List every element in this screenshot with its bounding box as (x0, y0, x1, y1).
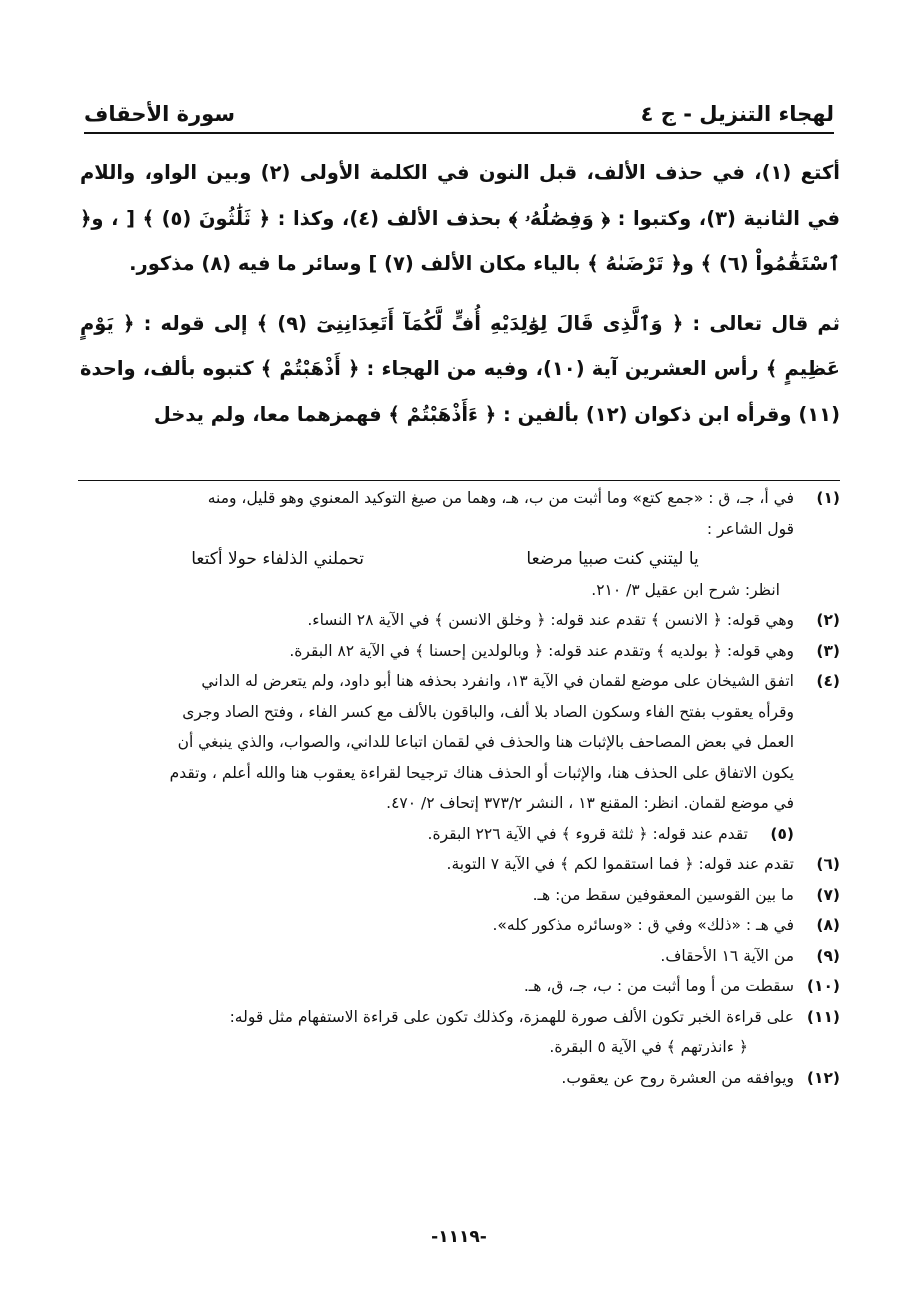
footnote-number: (٢) (816, 611, 840, 629)
footnote-5 (80, 819, 840, 850)
footnote-line: تقدم عند قوله: ﴿ ثلثة قروء ﴾ في الآية ٢٢٦ البقرة. (427, 824, 748, 843)
footnote-8 (80, 910, 840, 941)
footnote-line: في أ، جـ، ق : «جمع كتع» وما أثبت من ب، هـ، وهما من صيغ التوكيد المعنوي وهو قليل، ومنه (207, 489, 794, 507)
footnote-number: (٣) (816, 641, 840, 660)
footnote-divider (78, 480, 840, 481)
footnote-line: في موضع لقمان. انظر: المقنع ١٣ ، النشر ٣٧٣/٢ إتحاف ٢/ ٤٧٠. (386, 794, 794, 812)
footnote-12 (80, 1063, 840, 1094)
footnote-line: اتفق الشيخان على موضع لقمان في الآية ١٣، وانفرد بحذفه هنا أبو داود، ولم يتعرض له الداني (201, 672, 794, 690)
footnote-3 (80, 636, 840, 667)
footnote-11 (80, 1002, 840, 1063)
page-number: -١١١٩- (431, 1227, 487, 1247)
footnote-number: (٩) (816, 946, 840, 965)
running-header (84, 86, 834, 134)
footnote-number: (١٢) (806, 1068, 840, 1087)
footnote-line: قول الشاعر : (706, 519, 794, 538)
footnote-number: (١١) (806, 1007, 840, 1026)
footnote-line: تقدم عند قوله: ﴿ فما استقموا لكم ﴾ في الآية ٧ التوبة. (446, 855, 794, 873)
footnote-2 (80, 605, 840, 636)
footnote-1 (80, 483, 840, 544)
footnote-number: (٤) (816, 672, 840, 690)
footnote-line: يكون الاتفاق على الحذف هنا، والإثبات أو الحذف هناك ترجيحا لقراءة يعقوب هنا والله أعلم ، وتقدم (169, 763, 794, 782)
footnote-6 (80, 849, 840, 880)
footnote-line: العمل في بعض المصاحف بالإثبات هنا والحذف في لقمان اتباعا للداني، والصواب، والذي ينبغي أن (177, 733, 794, 751)
footnote-line: وقرأه يعقوب بفتح الفاء وسكون الصاد بلا ألف، والباقون بالألف مع كسر الفاء ، وفتح الصاد وجرى (182, 702, 794, 721)
footnote-line: ويوافقه من العشرة روح عن يعقوب. (561, 1068, 794, 1087)
verse-first-hemistich: يا ليتني كنت صبيا مرضعا (526, 549, 699, 569)
footnote-9 (80, 941, 840, 972)
footnote-7 (80, 880, 840, 911)
footnote-reference: انظر: شرح ابن عقيل ٣/ ٢١٠. (591, 580, 780, 599)
footnote-line: من الآية ١٦ الأحقاف. (660, 946, 794, 965)
main-text (80, 150, 840, 437)
footnotes (80, 483, 840, 1093)
footnote-number: (١) (816, 489, 840, 507)
main-paragraph-1: أكتع (١)، في حذف الألف، قبل النون في الكلمة الأولى (٢) وبين الواو، واللام في الثانية (٣)، وكتبوا : ﴿ وَفِصَٰلُهُۥ ﴾ بحذف الألف (٤)، وكذا : ﴿ ثَلَٰثُونَ (٥) ﴾ [ ، و﴿ ٱسْتَقَٰمُواْ (٦) ﴾ و﴿ تَرْضَىٰهُ ﴾ بالياء مكان الألف (٧) ] وسائر ما فيه (٨) مذكور. (80, 161, 840, 275)
footnote-number: (٨) (816, 916, 840, 934)
footnote-number: (١٠) (806, 977, 840, 995)
main-paragraph-2: ثم قال تعالى : ﴿ وَٱلَّذِى قَالَ لِوَٰلِدَيْهِ أُفٍّ لَّكُمَآ أَتَعِدَانِنِىٓ (٩) ﴾ إلى قوله : ﴿ يَوْمٍ عَظِيمٍ ﴾ رأس العشرين آية (١٠)، وفيه من الهجاء : ﴿ أَذْهَبْتُمْ ﴾ كتبوه بألف، واحدة (١١) وقرأه ابن ذكوان (١٢) بألفين : ﴿ ءَأَذْهَبْتُمْ ﴾ فهمزهما معا، ولم يدخل (80, 311, 841, 426)
footnote-line: سقطت من أ وما أثبت من : ب، جـ، ق، هـ. (523, 977, 794, 995)
footnote-line: على قراءة الخبر تكون الألف صورة للهمزة، وكذلك تكون على قراءة الاستفهام مثل قوله: (229, 1007, 794, 1026)
verse-second-hemistich: تحملني الذلفاء حولا أكتعا (191, 549, 364, 569)
footnote-number: (٥) (770, 824, 794, 843)
footnote-line: ما بين القوسين المعقوفين سقط من: هـ. (532, 885, 794, 904)
footnote-line: وهي قوله: ﴿ الانسن ﴾ تقدم عند قوله: ﴿ وخلق الانسن ﴾ في الآية ٢٨ النساء. (307, 611, 794, 629)
footnote-line: وهي قوله: ﴿ بولديه ﴾ وتقدم عند قوله: ﴿ وبالولدين إحسنا ﴾ في الآية ٨٢ البقرة. (289, 641, 794, 660)
book-title: لهجاء التنزيل - ج ٤ (640, 102, 834, 126)
footnote-number: (٦) (816, 855, 840, 873)
footnote-4 (80, 666, 840, 819)
footnote-10 (80, 971, 840, 1002)
poetry-verse (80, 544, 840, 575)
footnote-line: في هـ : «ذلك» وفي ق : «وسائره مذكور كله». (492, 916, 794, 934)
footnote-line: ﴿ ءانذرتهم ﴾ في الآية ٥ البقرة. (549, 1038, 748, 1056)
footnote-number: (٧) (816, 885, 840, 904)
surah-title: سورة الأحقاف (84, 102, 235, 126)
